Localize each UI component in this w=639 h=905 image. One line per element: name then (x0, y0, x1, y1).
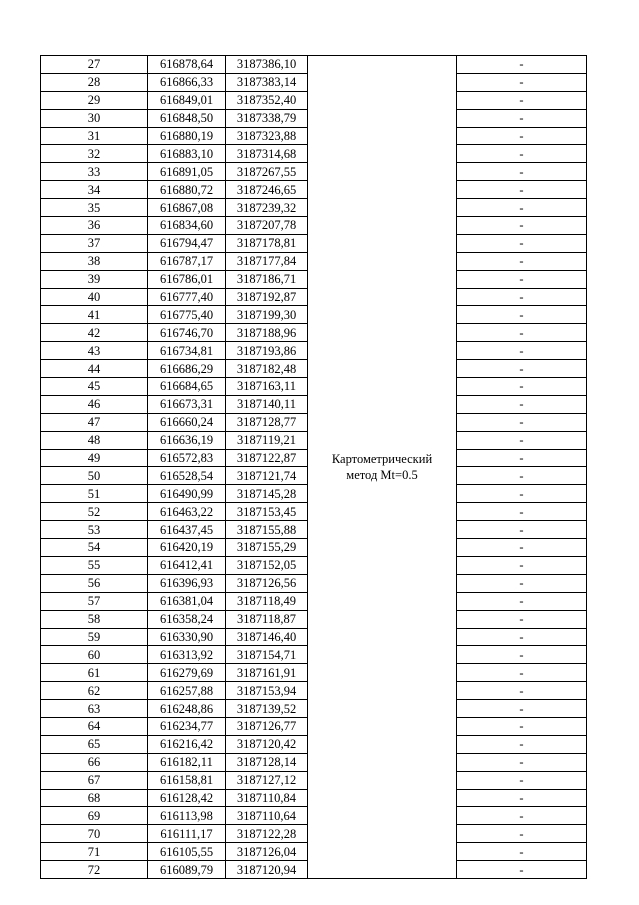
y-coordinate-cell: 3187126,77 (226, 717, 308, 735)
y-coordinate-cell: 3187122,87 (226, 449, 308, 467)
point-number-cell: 37 (41, 234, 148, 252)
x-coordinate-cell: 616111,17 (148, 825, 226, 843)
point-number-cell: 43 (41, 342, 148, 360)
empty-value-cell: - (457, 252, 587, 270)
point-number-cell: 47 (41, 413, 148, 431)
coordinates-table (40, 55, 587, 879)
x-coordinate-cell: 616746,70 (148, 324, 226, 342)
empty-value-cell: - (457, 360, 587, 378)
empty-value-cell: - (457, 431, 587, 449)
y-coordinate-cell: 3187239,32 (226, 199, 308, 217)
y-coordinate-cell: 3187193,86 (226, 342, 308, 360)
x-coordinate-cell: 616313,92 (148, 646, 226, 664)
y-coordinate-cell: 3187126,56 (226, 574, 308, 592)
x-coordinate-cell: 616883,10 (148, 145, 226, 163)
x-coordinate-cell: 616777,40 (148, 288, 226, 306)
y-coordinate-cell: 3187126,04 (226, 843, 308, 861)
empty-value-cell: - (457, 413, 587, 431)
empty-value-cell: - (457, 485, 587, 503)
x-coordinate-cell: 616775,40 (148, 306, 226, 324)
empty-value-cell: - (457, 342, 587, 360)
point-number-cell: 31 (41, 127, 148, 145)
x-coordinate-cell: 616105,55 (148, 843, 226, 861)
x-coordinate-cell: 616248,86 (148, 700, 226, 718)
x-coordinate-cell: 616182,11 (148, 753, 226, 771)
x-coordinate-cell: 616358,24 (148, 610, 226, 628)
empty-value-cell: - (457, 861, 587, 879)
y-coordinate-cell: 3187182,48 (226, 360, 308, 378)
point-number-cell: 59 (41, 628, 148, 646)
y-coordinate-cell: 3187119,21 (226, 431, 308, 449)
point-number-cell: 70 (41, 825, 148, 843)
y-coordinate-cell: 3187110,64 (226, 807, 308, 825)
point-number-cell: 55 (41, 556, 148, 574)
empty-value-cell: - (457, 682, 587, 700)
empty-value-cell: - (457, 521, 587, 539)
empty-value-cell: - (457, 145, 587, 163)
method-cell (308, 56, 457, 879)
x-coordinate-cell: 616572,83 (148, 449, 226, 467)
empty-value-cell: - (457, 449, 587, 467)
y-coordinate-cell: 3187246,65 (226, 181, 308, 199)
point-number-cell: 56 (41, 574, 148, 592)
empty-value-cell: - (457, 378, 587, 396)
x-coordinate-cell: 616794,47 (148, 234, 226, 252)
y-coordinate-cell: 3187338,79 (226, 109, 308, 127)
point-number-cell: 39 (41, 270, 148, 288)
y-coordinate-cell: 3187192,87 (226, 288, 308, 306)
y-coordinate-cell: 3187122,28 (226, 825, 308, 843)
x-coordinate-cell: 616684,65 (148, 378, 226, 396)
point-number-cell: 71 (41, 843, 148, 861)
x-coordinate-cell: 616216,42 (148, 735, 226, 753)
y-coordinate-cell: 3187118,49 (226, 592, 308, 610)
coordinates-table-body (41, 56, 587, 879)
point-number-cell: 48 (41, 431, 148, 449)
x-coordinate-cell: 616463,22 (148, 503, 226, 521)
x-coordinate-cell: 616878,64 (148, 56, 226, 74)
empty-value-cell: - (457, 217, 587, 235)
empty-value-cell: - (457, 556, 587, 574)
point-number-cell: 62 (41, 682, 148, 700)
x-coordinate-cell: 616880,19 (148, 127, 226, 145)
method-accuracy-text: метод Mt=0.5 (346, 467, 418, 482)
empty-value-cell: - (457, 717, 587, 735)
y-coordinate-cell: 3187155,88 (226, 521, 308, 539)
y-coordinate-cell: 3187207,78 (226, 217, 308, 235)
x-coordinate-cell: 616528,54 (148, 467, 226, 485)
x-coordinate-cell: 616396,93 (148, 574, 226, 592)
empty-value-cell: - (457, 91, 587, 109)
point-number-cell: 29 (41, 91, 148, 109)
point-number-cell: 51 (41, 485, 148, 503)
point-number-cell: 54 (41, 539, 148, 557)
y-coordinate-cell: 3187118,87 (226, 610, 308, 628)
y-coordinate-cell: 3187161,91 (226, 664, 308, 682)
x-coordinate-cell: 616412,41 (148, 556, 226, 574)
x-coordinate-cell: 616849,01 (148, 91, 226, 109)
point-number-cell: 36 (41, 217, 148, 235)
x-coordinate-cell: 616381,04 (148, 592, 226, 610)
x-coordinate-cell: 616786,01 (148, 270, 226, 288)
point-number-cell: 44 (41, 360, 148, 378)
point-number-cell: 30 (41, 109, 148, 127)
y-coordinate-cell: 3187178,81 (226, 234, 308, 252)
y-coordinate-cell: 3187267,55 (226, 163, 308, 181)
y-coordinate-cell: 3187323,88 (226, 127, 308, 145)
x-coordinate-cell: 616089,79 (148, 861, 226, 879)
empty-value-cell: - (457, 109, 587, 127)
table-row (41, 56, 587, 74)
x-coordinate-cell: 616437,45 (148, 521, 226, 539)
point-number-cell: 32 (41, 145, 148, 163)
point-number-cell: 46 (41, 395, 148, 413)
empty-value-cell: - (457, 610, 587, 628)
y-coordinate-cell: 3187383,14 (226, 73, 308, 91)
y-coordinate-cell: 3187128,14 (226, 753, 308, 771)
empty-value-cell: - (457, 56, 587, 74)
x-coordinate-cell: 616787,17 (148, 252, 226, 270)
y-coordinate-cell: 3187128,77 (226, 413, 308, 431)
empty-value-cell: - (457, 181, 587, 199)
empty-value-cell: - (457, 592, 587, 610)
y-coordinate-cell: 3187155,29 (226, 539, 308, 557)
point-number-cell: 52 (41, 503, 148, 521)
x-coordinate-cell: 616636,19 (148, 431, 226, 449)
y-coordinate-cell: 3187352,40 (226, 91, 308, 109)
empty-value-cell: - (457, 664, 587, 682)
empty-value-cell: - (457, 628, 587, 646)
x-coordinate-cell: 616257,88 (148, 682, 226, 700)
empty-value-cell: - (457, 288, 587, 306)
empty-value-cell: - (457, 503, 587, 521)
x-coordinate-cell: 616330,90 (148, 628, 226, 646)
point-number-cell: 33 (41, 163, 148, 181)
point-number-cell: 49 (41, 449, 148, 467)
y-coordinate-cell: 3187163,11 (226, 378, 308, 396)
point-number-cell: 41 (41, 306, 148, 324)
x-coordinate-cell: 616848,50 (148, 109, 226, 127)
empty-value-cell: - (457, 467, 587, 485)
empty-value-cell: - (457, 807, 587, 825)
x-coordinate-cell: 616420,19 (148, 539, 226, 557)
x-coordinate-cell: 616834,60 (148, 217, 226, 235)
point-number-cell: 40 (41, 288, 148, 306)
point-number-cell: 28 (41, 73, 148, 91)
point-number-cell: 42 (41, 324, 148, 342)
x-coordinate-cell: 616158,81 (148, 771, 226, 789)
point-number-cell: 67 (41, 771, 148, 789)
y-coordinate-cell: 3187140,11 (226, 395, 308, 413)
empty-value-cell: - (457, 735, 587, 753)
empty-value-cell: - (457, 789, 587, 807)
y-coordinate-cell: 3187152,05 (226, 556, 308, 574)
x-coordinate-cell: 616113,98 (148, 807, 226, 825)
point-number-cell: 64 (41, 717, 148, 735)
point-number-cell: 68 (41, 789, 148, 807)
empty-value-cell: - (457, 163, 587, 181)
point-number-cell: 45 (41, 378, 148, 396)
empty-value-cell: - (457, 700, 587, 718)
point-number-cell: 72 (41, 861, 148, 879)
y-coordinate-cell: 3187154,71 (226, 646, 308, 664)
x-coordinate-cell: 616128,42 (148, 789, 226, 807)
empty-value-cell: - (457, 646, 587, 664)
y-coordinate-cell: 3187177,84 (226, 252, 308, 270)
y-coordinate-cell: 3187146,40 (226, 628, 308, 646)
y-coordinate-cell: 3187120,42 (226, 735, 308, 753)
y-coordinate-cell: 3187120,94 (226, 861, 308, 879)
x-coordinate-cell: 616867,08 (148, 199, 226, 217)
point-number-cell: 27 (41, 56, 148, 74)
empty-value-cell: - (457, 395, 587, 413)
y-coordinate-cell: 3187314,68 (226, 145, 308, 163)
point-number-cell: 34 (41, 181, 148, 199)
empty-value-cell: - (457, 771, 587, 789)
x-coordinate-cell: 616866,33 (148, 73, 226, 91)
x-coordinate-cell: 616734,81 (148, 342, 226, 360)
x-coordinate-cell: 616234,77 (148, 717, 226, 735)
y-coordinate-cell: 3187139,52 (226, 700, 308, 718)
empty-value-cell: - (457, 324, 587, 342)
point-number-cell: 38 (41, 252, 148, 270)
empty-value-cell: - (457, 574, 587, 592)
x-coordinate-cell: 616660,24 (148, 413, 226, 431)
empty-value-cell: - (457, 539, 587, 557)
point-number-cell: 66 (41, 753, 148, 771)
point-number-cell: 65 (41, 735, 148, 753)
y-coordinate-cell: 3187145,28 (226, 485, 308, 503)
empty-value-cell: - (457, 270, 587, 288)
empty-value-cell: - (457, 825, 587, 843)
y-coordinate-cell: 3187186,71 (226, 270, 308, 288)
y-coordinate-cell: 3187386,10 (226, 56, 308, 74)
point-number-cell: 63 (41, 700, 148, 718)
y-coordinate-cell: 3187153,45 (226, 503, 308, 521)
empty-value-cell: - (457, 73, 587, 91)
empty-value-cell: - (457, 127, 587, 145)
empty-value-cell: - (457, 234, 587, 252)
point-number-cell: 50 (41, 467, 148, 485)
y-coordinate-cell: 3187121,74 (226, 467, 308, 485)
empty-value-cell: - (457, 843, 587, 861)
x-coordinate-cell: 616880,72 (148, 181, 226, 199)
x-coordinate-cell: 616490,99 (148, 485, 226, 503)
y-coordinate-cell: 3187188,96 (226, 324, 308, 342)
empty-value-cell: - (457, 306, 587, 324)
empty-value-cell: - (457, 753, 587, 771)
y-coordinate-cell: 3187153,94 (226, 682, 308, 700)
method-name-text: Картометрический (331, 451, 433, 466)
y-coordinate-cell: 3187110,84 (226, 789, 308, 807)
point-number-cell: 61 (41, 664, 148, 682)
x-coordinate-cell: 616686,29 (148, 360, 226, 378)
point-number-cell: 58 (41, 610, 148, 628)
x-coordinate-cell: 616891,05 (148, 163, 226, 181)
point-number-cell: 35 (41, 199, 148, 217)
y-coordinate-cell: 3187199,30 (226, 306, 308, 324)
point-number-cell: 69 (41, 807, 148, 825)
empty-value-cell: - (457, 199, 587, 217)
point-number-cell: 53 (41, 521, 148, 539)
x-coordinate-cell: 616279,69 (148, 664, 226, 682)
y-coordinate-cell: 3187127,12 (226, 771, 308, 789)
x-coordinate-cell: 616673,31 (148, 395, 226, 413)
point-number-cell: 60 (41, 646, 148, 664)
point-number-cell: 57 (41, 592, 148, 610)
